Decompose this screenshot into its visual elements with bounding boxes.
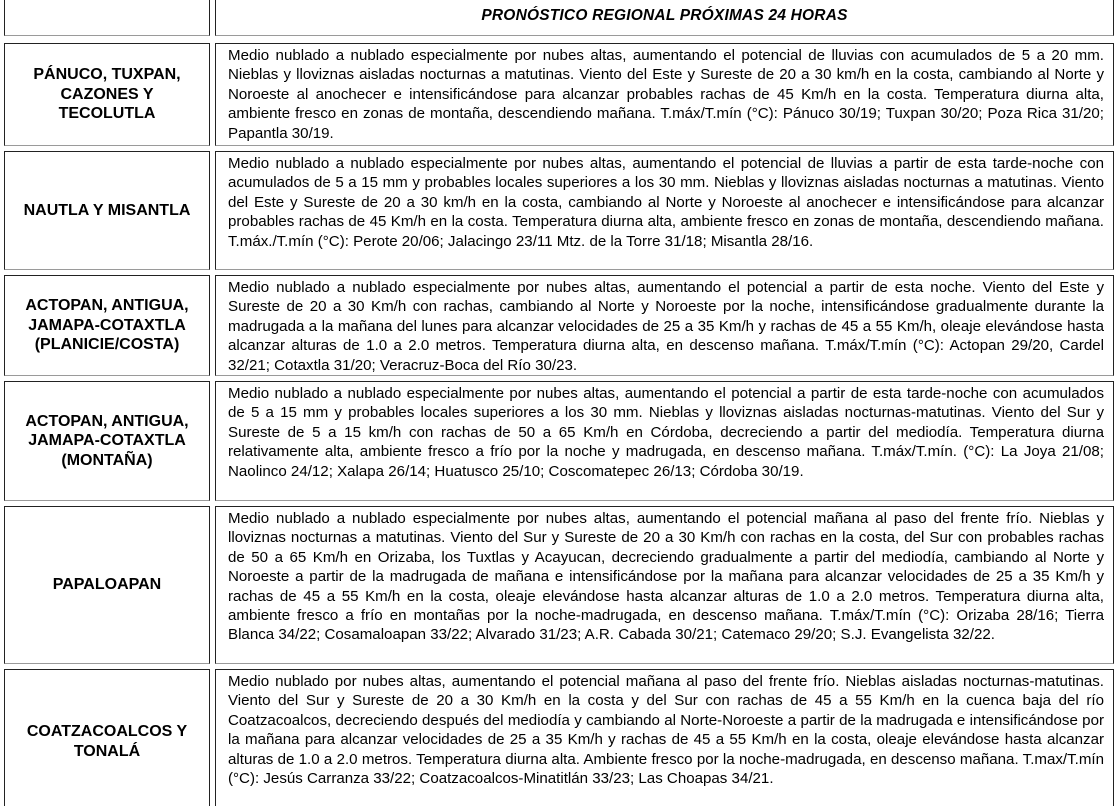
region-row-actopan-planicie [0,275,1117,376]
region-forecast: Medio nublado a nublado especialmente por nubes altas, aumentando el potencial de lluvias a partir de esta tarde-noche con acumulados de 5 a 15 mm y probables locales superiores a los 30 mm. Nieblas y lloviznas aisladas nocturnas a matutinas. Viento del Este y Sureste de 20 a 30 km/h en la costa, cambiando al Norte y Noroeste al anochecer e intensificándose para alcanzar probables rachas de 45 Km/h en la costa. Temperatura diurna alta, ambiente fresco en zonas de montaña, descendiendo mañana. T.máx./T.mín (°C): Perote 20/06; Jalacingo 23/11 Mtz. de la Torre 31/18; Misantla 28/16. [228,155,1104,250]
region-name: NAUTLA Y MISANTLA [23,201,191,219]
region-name-cell [4,381,210,501]
header-empty-cell [4,0,210,36]
region-name: PAPALOAPAN [52,576,162,594]
region-forecast: Medio nublado a nublado especialmente por nubes altas, aumentando el potencial a partir de esta tarde-noche con acumulados de 5 a 15 mm y probables locales superiores a los 30 mm. Nieblas y lloviznas aisladas nocturnas-matutinas. Viento del Sur y Sureste de 5 a 15 km/h con rachas de 50 a 65 Km/h en Córdoba, decreciendo a partir del mediodía. Temperatura diurna relativamente alta, ambiente fresco a frío por la noche y madrugada, en descenso mañana. T.máx/T.mín. (°C): La Joya 21/08; Naolinco 24/12; Xalapa 26/14; Huatusco 25/10; Coscomatepec 26/13; Córdoba 30/19. [228,385,1104,480]
region-row-actopan-montana [0,381,1117,501]
region-name: COATZACOALCOS Y TONALÁ [26,723,188,760]
region-forecast-cell [215,43,1114,146]
region-row-nautla [0,151,1117,270]
region-row-papaloapan [0,506,1117,664]
region-name-cell [4,506,210,664]
page-title: PRONÓSTICO REGIONAL PRÓXIMAS 24 HORAS [481,7,848,24]
header-title-cell [215,0,1114,36]
region-row-panuco [0,43,1117,146]
region-forecast: Medio nublado a nublado especialmente por nubes altas, aumentando el potencial de lluvias con acumulados de 5 a 20 mm. Nieblas y lloviznas aisladas nocturnas a matutinas. Viento del Este y Sureste de 20 a 30 km/h en la costa, cambiando al Norte y Noroeste al anochecer e intensificándose para alcanzar probables rachas de 45 Km/h en la costa. Temperatura diurna alta, ambiente fresco en zonas de montaña, descendiendo mañana. T.máx/T.mín (°C): Pánuco 30/19; Tuxpan 30/20; Poza Rica 31/20; Papantla 30/19. [228,47,1104,142]
region-name: PÁNUCO, TUXPAN, CAZONES Y TECOLUTLA [33,66,181,123]
header-row [0,0,1117,36]
region-name-cell [4,43,210,146]
region-forecast: Medio nublado a nublado especialmente por nubes altas, aumentando el potencial a partir de esta noche. Viento del Este y Sureste de 20 a 30 Km/h con rachas, cambiando al Norte y Noroeste por la noche, intensificándose gradualmente durante la madrugada a la mañana del lunes para alcanzar velocidades de 25 a 35 Km/h y rachas de 45 a 55 Km/h, oleaje elevándose hasta alcanzar alturas de 1.0 a 2.0 metros. Temperatura diurna alta, en descenso mañana. T.máx/T.mín (°C): Actopan 29/20, Cardel 32/21; Cotaxtla 31/20; Veracruz-Boca del Río 30/23. [228,279,1104,374]
region-forecast: Medio nublado a nublado especialmente por nubes altas, aumentando el potencial mañana al paso del frente frío. Nieblas y lloviznas nocturnas a matutinas. Viento del Sur y Sureste de 20 a 30 Km/h con rachas en la costa, del Sur con probables rachas de 50 a 65 Km/h en Orizaba, los Tuxtlas y Acayucan, decreciendo gradualmente a partir del mediodía, cambiando al Norte y Noroeste a partir de la madrugada de mañana e intensificándose por la mañana para alcanzar velocidades de 25 a 35 Km/h y rachas de 45 a 55 Km/h en la costa, oleaje elevándose hasta alcanzar alturas de 1.0 a 2.0 metros. Temperatura diurna alta, ambiente fresco a frío en montañas por la noche-madrugada, en descenso mañana. T.máx/T.mín (°C): Orizaba 28/16; Tierra Blanca 34/22; Cosamaloapan 33/22; Alvarado 31/23; A.R. Cabada 30/21; Catemaco 29/20; S.J. Evangelista 32/22. [228,510,1104,644]
region-forecast: Medio nublado por nubes altas, aumentando el potencial mañana al paso del frente frío. Nieblas aisladas nocturnas-matutinas. Viento del Sur y Sureste de 20 a 30 Km/h en la costa y del Sur con rachas de 45 a 55 Km/h en la cuenca baja del río Coatzacoalcos, decreciendo después del mediodía y cambiando al Norte-Noroeste a partir de la madrugada e intensificándose por la mañana para alcanzar velocidades de 25 a 35 Km/h y rachas de 45 a 55 Km/h en la costa, oleaje elevándose hasta alcanzar alturas de 1.0 a 2.0 metros. Temperatura diurna alta. Ambiente fresco por la noche-madrugada, en descenso mañana. T.max/T.mín (°C): Jesús Carranza 33/22; Coatzacoalcos-Minatitlán 33/23; Las Choapas 34/21. [228,673,1104,788]
region-forecast-cell [215,669,1114,806]
region-name-cell [4,275,210,376]
region-forecast-cell [215,275,1114,376]
region-forecast-cell [215,381,1114,501]
region-forecast-cell [215,506,1114,664]
region-name-cell [4,151,210,270]
region-name: ACTOPAN, ANTIGUA, JAMAPA-COTAXTLA (MONTAÑA) [25,412,189,469]
region-name-cell [4,669,210,806]
region-name: ACTOPAN, ANTIGUA, JAMAPA-COTAXTLA (PLANICIE/COSTA) [25,297,189,354]
region-forecast-cell [215,151,1114,270]
region-row-coatzacoalcos [0,669,1117,806]
